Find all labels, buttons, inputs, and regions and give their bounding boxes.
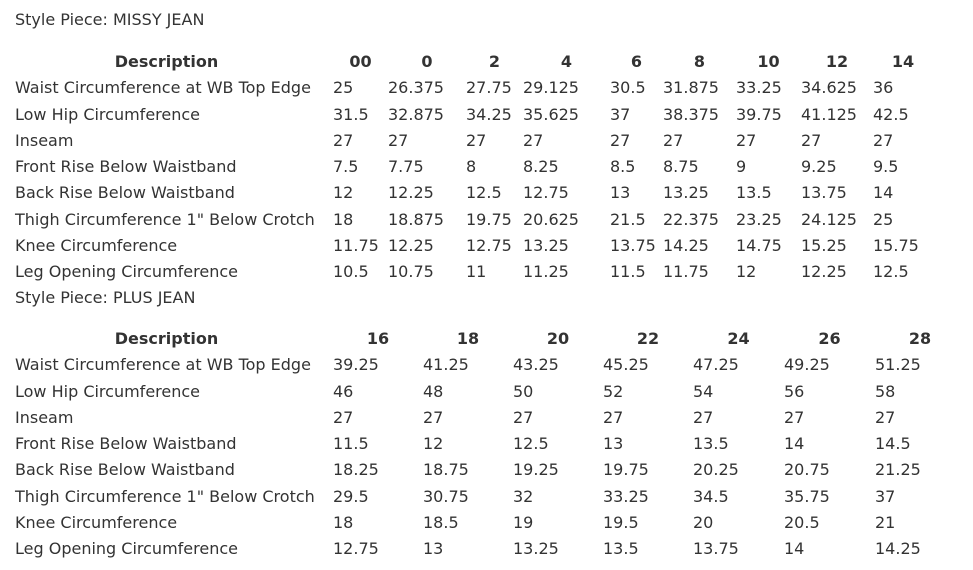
measurement-value: 14 [784, 434, 805, 454]
missy-description-header: Description [114, 52, 219, 71]
measurement-value: 12.75 [466, 236, 512, 256]
plus-size-header: 16 [366, 329, 390, 348]
measurement-value: 8 [466, 157, 477, 177]
measurement-value: 22.375 [663, 209, 719, 229]
plus-size-header: 18 [456, 329, 480, 348]
measurement-value: 42.5 [873, 104, 909, 124]
missy-size-header: 00 [349, 52, 372, 71]
measurement-label: Thigh Circumference 1" Below Crotch [15, 486, 315, 506]
measurement-value: 13 [423, 539, 444, 559]
measurement-value: 8.75 [663, 157, 699, 177]
plus-header-row [0, 326, 965, 352]
measurement-value: 14.25 [875, 539, 921, 559]
measurement-value: 14.75 [736, 236, 782, 256]
measurement-value: 13.5 [603, 539, 639, 559]
measurement-label: Knee Circumference [15, 236, 178, 256]
measurement-value: 13.5 [736, 183, 772, 203]
measurement-value: 7.75 [388, 157, 424, 177]
table-row [0, 379, 965, 405]
measurement-value: 9.25 [801, 157, 837, 177]
measurement-value: 12.5 [466, 183, 502, 203]
measurement-value: 19.75 [466, 209, 512, 229]
measurement-value: 12.5 [873, 262, 909, 282]
measurement-label: Knee Circumference [15, 513, 178, 533]
measurement-value: 27 [603, 407, 624, 427]
measurement-value: 49.25 [784, 355, 830, 375]
measurement-value: 41.125 [801, 104, 857, 124]
plus-description-header: Description [114, 329, 219, 348]
measurement-value: 18.875 [388, 209, 444, 229]
measurement-value: 30.5 [610, 78, 646, 98]
measurement-value: 33.25 [736, 78, 782, 98]
plus-section-title: Style Piece: PLUS JEAN [15, 288, 196, 307]
plus-size-header: 20 [546, 329, 570, 348]
measurement-value: 45.25 [603, 355, 649, 375]
measurement-value: 27 [388, 130, 409, 150]
measurement-value: 25 [873, 209, 894, 229]
measurement-value: 27 [875, 407, 896, 427]
measurement-value: 12.25 [388, 183, 434, 203]
measurement-value: 19.25 [513, 460, 559, 480]
measurement-label: Back Rise Below Waistband [15, 183, 235, 203]
measurement-value: 11.75 [663, 262, 709, 282]
measurement-value: 11.5 [333, 434, 369, 454]
measurement-value: 27 [423, 407, 444, 427]
measurement-value: 50 [513, 381, 534, 401]
measurement-value: 37 [610, 104, 631, 124]
plus-size-header: 28 [908, 329, 932, 348]
measurement-value: 27 [663, 130, 684, 150]
measurement-value: 34.5 [693, 486, 729, 506]
plus-size-header: 26 [818, 329, 841, 348]
missy-size-header: 12 [825, 52, 849, 71]
measurement-value: 18.5 [423, 513, 459, 533]
measurement-value: 18.25 [333, 460, 379, 480]
missy-size-header: 8 [693, 52, 706, 71]
measurement-value: 35.75 [784, 486, 830, 506]
measurement-label: Leg Opening Circumference [15, 539, 238, 559]
measurement-label: Inseam [15, 130, 74, 150]
measurement-value: 58 [875, 381, 896, 401]
measurement-value: 13.5 [693, 434, 729, 454]
measurement-value: 13 [610, 183, 631, 203]
measurement-value: 56 [784, 381, 805, 401]
measurement-value: 13.75 [801, 183, 847, 203]
measurement-value: 31.5 [333, 104, 369, 124]
plus-size-header: 22 [636, 329, 660, 348]
measurement-value: 19.5 [603, 513, 639, 533]
measurement-value: 15.25 [801, 236, 847, 256]
measurement-value: 51.25 [875, 355, 921, 375]
measurement-value: 13.25 [663, 183, 709, 203]
measurement-value: 33.25 [603, 486, 649, 506]
table-row [0, 102, 933, 128]
table-row [0, 207, 933, 233]
measurement-value: 11.75 [333, 236, 379, 256]
measurement-value: 12 [333, 183, 354, 203]
table-row [0, 431, 965, 457]
measurement-value: 39.75 [736, 104, 782, 124]
measurement-value: 8.25 [523, 157, 559, 177]
measurement-label: Low Hip Circumference [15, 104, 201, 124]
measurement-value: 25 [333, 78, 354, 98]
measurement-value: 12.25 [388, 236, 434, 256]
measurement-value: 27 [466, 130, 487, 150]
measurement-value: 27 [333, 407, 354, 427]
measurement-value: 10.75 [388, 262, 434, 282]
measurement-value: 14 [784, 539, 805, 559]
measurement-value: 27 [736, 130, 757, 150]
measurement-value: 27 [784, 407, 805, 427]
measurement-value: 11.5 [610, 262, 646, 282]
table-row [0, 405, 965, 431]
measurement-value: 43.25 [513, 355, 559, 375]
measurement-value: 13.75 [693, 539, 739, 559]
measurement-value: 34.625 [801, 78, 857, 98]
table-row [0, 352, 965, 378]
table-row [0, 484, 965, 510]
measurement-value: 24.125 [801, 209, 857, 229]
measurement-value: 46 [333, 381, 354, 401]
measurement-value: 12 [423, 434, 444, 454]
plus-size-table [0, 326, 965, 563]
measurement-label: Back Rise Below Waistband [15, 460, 235, 480]
measurement-value: 30.75 [423, 486, 469, 506]
missy-size-header: 6 [630, 52, 643, 71]
table-row [0, 259, 933, 285]
table-row [0, 154, 933, 180]
measurement-value: 35.625 [523, 104, 579, 124]
measurement-value: 27 [610, 130, 631, 150]
measurement-label: Thigh Circumference 1" Below Crotch [15, 209, 315, 229]
measurement-value: 27 [873, 130, 894, 150]
measurement-label: Inseam [15, 407, 74, 427]
table-row [0, 180, 933, 206]
measurement-value: 13.25 [523, 236, 569, 256]
measurement-label: Waist Circumference at WB Top Edge [15, 355, 311, 375]
measurement-value: 21.5 [610, 209, 646, 229]
measurement-value: 32 [513, 486, 534, 506]
measurement-value: 27 [333, 130, 354, 150]
measurement-value: 8.5 [610, 157, 636, 177]
measurement-value: 18.75 [423, 460, 469, 480]
measurement-value: 36 [873, 78, 894, 98]
measurement-value: 26.375 [388, 78, 444, 98]
measurement-value: 14.25 [663, 236, 709, 256]
measurement-value: 20.25 [693, 460, 739, 480]
table-row [0, 75, 933, 101]
measurement-value: 12.25 [801, 262, 847, 282]
measurement-label: Waist Circumference at WB Top Edge [15, 78, 311, 98]
measurement-value: 27 [513, 407, 534, 427]
table-row [0, 128, 933, 154]
measurement-value: 12.5 [513, 434, 549, 454]
measurement-value: 29.125 [523, 78, 579, 98]
measurement-label: Front Rise Below Waistband [15, 434, 237, 454]
table-row [0, 510, 965, 536]
measurement-value: 9.5 [873, 157, 899, 177]
missy-size-header: 14 [891, 52, 915, 71]
missy-size-header: 0 [421, 52, 433, 71]
measurement-value: 39.25 [333, 355, 379, 375]
missy-size-table [0, 49, 933, 286]
measurement-value: 48 [423, 381, 444, 401]
measurement-value: 7.5 [333, 157, 359, 177]
measurement-value: 20.75 [784, 460, 830, 480]
table-row [0, 536, 965, 562]
missy-section-title: Style Piece: MISSY JEAN [15, 10, 205, 29]
measurement-value: 11 [466, 262, 487, 282]
measurement-value: 20 [693, 513, 714, 533]
measurement-value: 37 [875, 486, 896, 506]
measurement-value: 20.5 [784, 513, 820, 533]
measurement-value: 27 [801, 130, 822, 150]
measurement-value: 20.625 [523, 209, 579, 229]
measurement-value: 27.75 [466, 78, 512, 98]
measurement-value: 27 [693, 407, 714, 427]
measurement-value: 12.75 [523, 183, 569, 203]
measurement-value: 21.25 [875, 460, 921, 480]
measurement-label: Front Rise Below Waistband [15, 157, 237, 177]
measurement-value: 19.75 [603, 460, 649, 480]
measurement-value: 15.75 [873, 236, 919, 256]
measurement-value: 14.5 [875, 434, 911, 454]
measurement-label: Low Hip Circumference [15, 381, 201, 401]
measurement-value: 34.25 [466, 104, 512, 124]
missy-header-row [0, 49, 933, 75]
measurement-value: 13.25 [513, 539, 559, 559]
measurement-value: 41.25 [423, 355, 469, 375]
plus-size-header: 24 [727, 329, 750, 348]
measurement-value: 29.5 [333, 486, 369, 506]
measurement-value: 23.25 [736, 209, 782, 229]
measurement-value: 13.75 [610, 236, 656, 256]
measurement-value: 12.75 [333, 539, 379, 559]
measurement-value: 47.25 [693, 355, 739, 375]
measurement-value: 54 [693, 381, 714, 401]
measurement-value: 18 [333, 513, 354, 533]
measurement-value: 21 [875, 513, 896, 533]
missy-size-header: 10 [757, 52, 780, 71]
table-row [0, 233, 933, 259]
measurement-value: 32.875 [388, 104, 444, 124]
measurement-value: 10.5 [333, 262, 369, 282]
measurement-value: 13 [603, 434, 624, 454]
measurement-value: 19 [513, 513, 534, 533]
measurement-value: 12 [736, 262, 757, 282]
table-row [0, 457, 965, 483]
measurement-value: 14 [873, 183, 894, 203]
measurement-label: Leg Opening Circumference [15, 262, 238, 282]
measurement-value: 31.875 [663, 78, 719, 98]
measurement-value: 38.375 [663, 104, 719, 124]
measurement-value: 18 [333, 209, 354, 229]
measurement-value: 11.25 [523, 262, 569, 282]
measurement-value: 27 [523, 130, 544, 150]
measurement-value: 52 [603, 381, 624, 401]
missy-size-header: 2 [488, 52, 501, 71]
missy-size-header: 4 [560, 52, 573, 71]
measurement-value: 9 [736, 157, 747, 177]
